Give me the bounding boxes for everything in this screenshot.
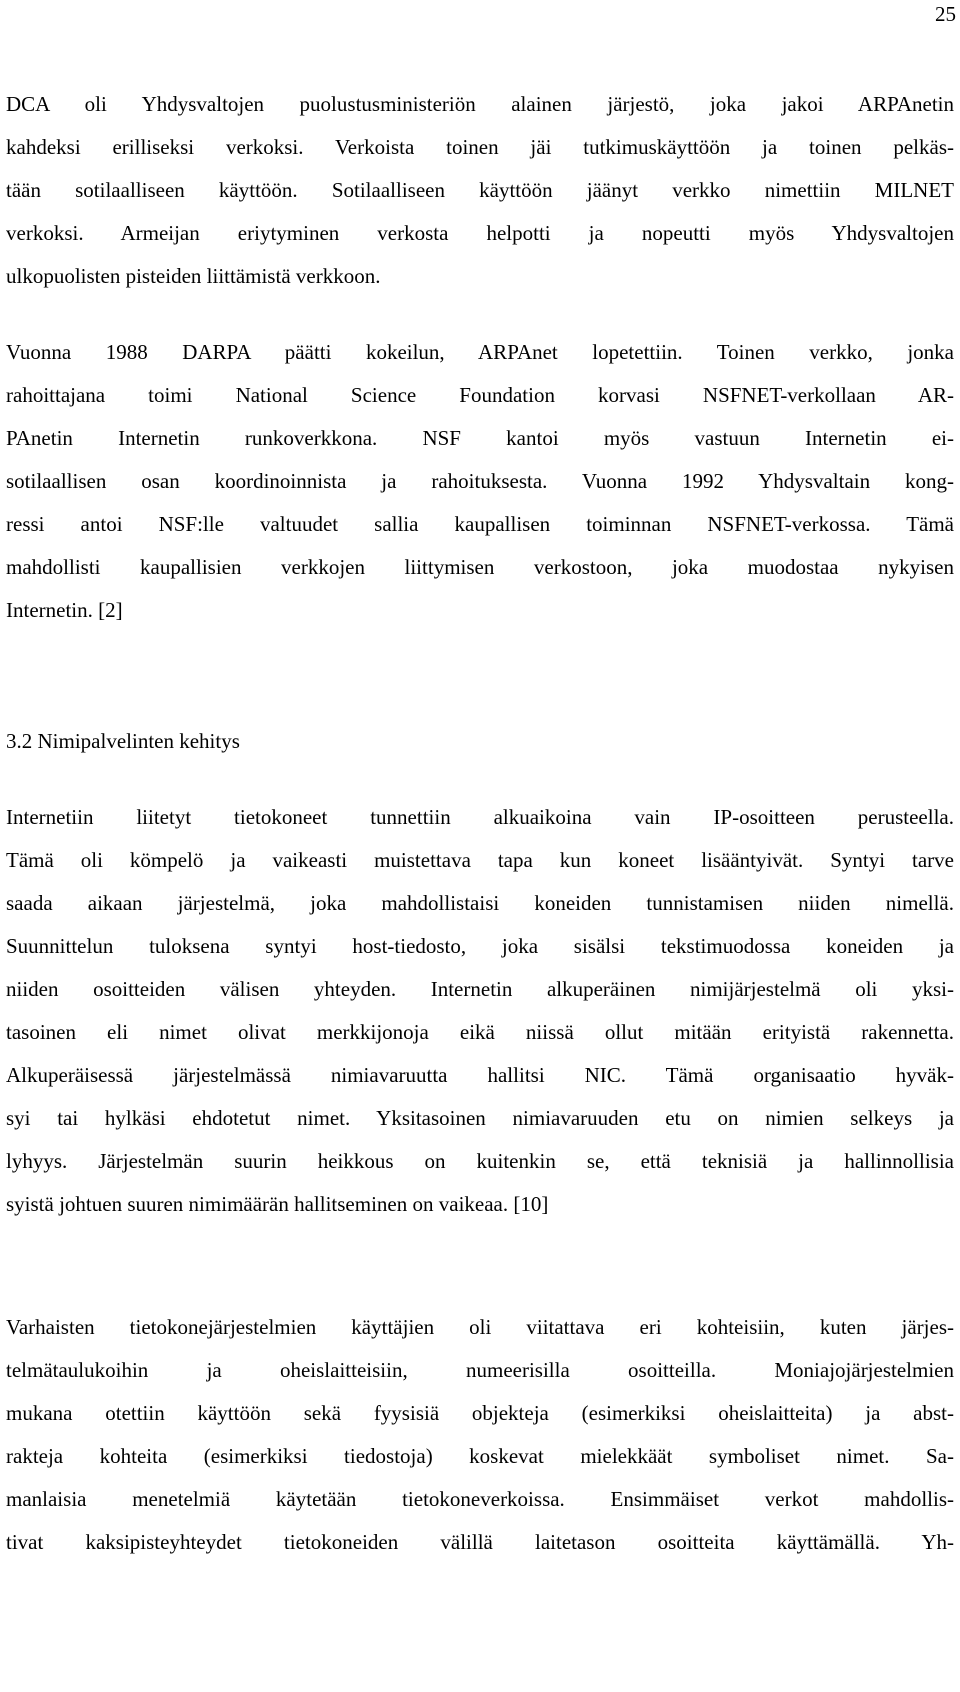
text-line: ulkopuolisten pisteiden liittämistä verkkoon. [6,264,381,288]
text-line: syi tai hylkäsi ehdotetut nimet. Yksitasoinen nimiavaruuden etu on nimien selkeys ja [6,1106,954,1130]
text-line: lyhyys. Järjestelmän suurin heikkous on kuitenkin se, että teknisiä ja hallinnollisia [6,1149,954,1173]
text-line: saada aikaan järjestelmä, joka mahdollistaisi koneiden tunnistamisen niiden nimellä. [6,891,954,915]
text-line: mukana otettiin käyttöön sekä fyysisiä objekteja (esimerkiksi oheislaitteita) ja abst- [6,1401,954,1425]
text-line: Vuonna 1988 DARPA päätti kokeilun, ARPAnet lopetettiin. Toinen verkko, jonka [6,340,954,364]
section-heading: 3.2 Nimipalvelinten kehitys [6,729,240,753]
text-line: Internetin. [2] [6,598,123,622]
text-line: verkoksi. Armeijan eriytyminen verkosta helpotti ja nopeutti myös Yhdysvaltojen [6,221,954,245]
text-line: telmätaulukoihin ja oheislaitteisiin, numeerisilla osoitteilla. Moniajojärjestelmien [6,1358,954,1382]
text-line: tään sotilaalliseen käyttöön. Sotilaalliseen käyttöön jäänyt verkko nimettiin MILNET [6,178,954,202]
text-line: Varhaisten tietokonejärjestelmien käyttäjien oli viitattava eri kohteisiin, kuten järjes- [6,1315,954,1339]
text-line: mahdollisti kaupallisien verkkojen liittymisen verkostoon, joka muodostaa nykyisen [6,555,954,579]
text-line: niiden osoitteiden välisen yhteyden. Internetin alkuperäinen nimijärjestelmä oli yksi- [6,977,954,1001]
text-line: tasoinen eli nimet olivat merkkijonoja eikä niissä ollut mitään erityistä rakennetta. [6,1020,954,1044]
text-line: Suunnittelun tuloksena syntyi host-tiedosto, joka sisälsi tekstimuodossa koneiden ja [6,934,954,958]
text-line: manlaisia menetelmiä käytetään tietokoneverkoissa. Ensimmäiset verkot mahdollis- [6,1487,954,1511]
text-line: syistä johtuen suuren nimimäärän hallitseminen on vaikeaa. [10] [6,1192,549,1216]
text-line: rahoittajana toimi National Science Foundation korvasi NSFNET-verkollaan AR- [6,383,954,407]
text-line: Tämä oli kömpelö ja vaikeasti muistettava tapa kun koneet lisääntyivät. Syntyi tarve [6,848,954,872]
text-line: kahdeksi erilliseksi verkoksi. Verkoista toinen jäi tutkimuskäyttöön ja toinen pelkäs- [6,135,954,159]
page-number: 25 [935,2,956,26]
text-line: DCA oli Yhdysvaltojen puolustusministeriön alainen järjestö, joka jakoi ARPAnetin [6,92,954,116]
text-line: rakteja kohteita (esimerkiksi tiedostoja) koskevat mielekkäät symboliset nimet. Sa- [6,1444,954,1468]
text-line: tivat kaksipisteyhteydet tietokoneiden välillä laitetason osoitteita käyttämällä. Yh- [6,1530,954,1554]
text-line: PAnetin Internetin runkoverkkona. NSF kantoi myös vastuun Internetin ei- [6,426,954,450]
text-line: Internetiin liitetyt tietokoneet tunnettiin alkuaikoina vain IP-osoitteen perusteella. [6,805,954,829]
text-line: Alkuperäisessä järjestelmässä nimiavaruutta hallitsi NIC. Tämä organisaatio hyväk- [6,1063,954,1087]
text-line: sotilaallisen osan koordinoinnista ja rahoituksesta. Vuonna 1992 Yhdysvaltain kong- [6,469,954,493]
text-line: ressi antoi NSF:lle valtuudet sallia kaupallisen toiminnan NSFNET-verkossa. Tämä [6,512,954,536]
